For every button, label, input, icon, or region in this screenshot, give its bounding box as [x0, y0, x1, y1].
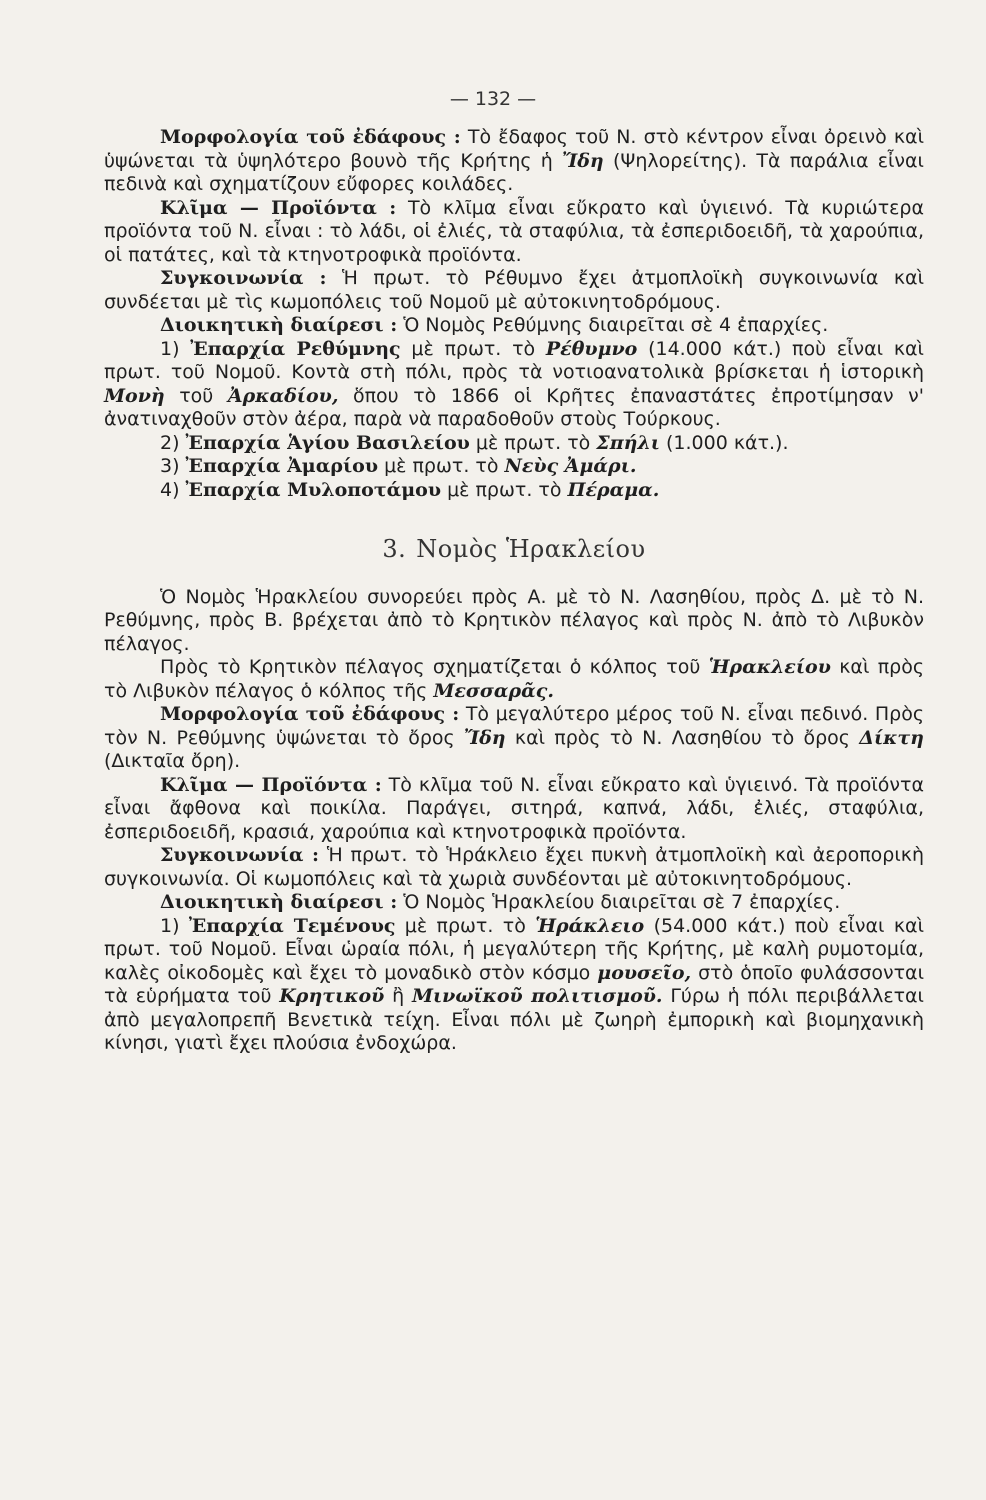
museum-word: μουσεῖο, [597, 961, 692, 984]
monastery-word: Μονὴ [104, 384, 165, 407]
paragraph-heading: Συγκοινωνία : [160, 267, 327, 289]
province-name: Ἐπαρχία Μυλοποτάμου [185, 478, 442, 501]
iraklio-intro-paragraph: Ὁ Νομὸς Ἡρακλείου συνορεύει πρὸς Α. μὲ τὸ Ν. Λασηθίου, πρὸς Δ. μὲ τὸ Ν. Ρεθύμνης, πρὸς Β. βρέχεται ἀπὸ τὸ Κρητικὸν πέλαγος καὶ πρὸς Ν. ἀπὸ τὸ Λιβυκὸν πέλαγος. [104, 585, 924, 655]
mountain-name: Ἴδη [463, 726, 506, 749]
section-title [104, 535, 924, 563]
rethymno-communication-paragraph: Συγκοινωνία : Ἡ πρωτ. τὸ Ρέθυμνο ἔχει ἀτμοπλοϊκὴ συγκοινωνία καὶ συνδέεται μὲ τὶς κωμοπόλεις τοῦ Νομοῦ μὲ αὐτοκινητοδρόμους. [104, 267, 924, 313]
rethymno-province-2: 2) Ἐπαρχία Ἁγίου Βασιλείου μὲ πρωτ. τὸ Σπήλι (1.000 κάτ.). [160, 431, 789, 454]
section-number: 3. [382, 535, 407, 563]
capital-name: Σπήλι [596, 431, 660, 454]
rethymno-province-4: 4) Ἐπαρχία Μυλοποτάμου μὲ πρωτ. τὸ Πέραμα. [160, 478, 660, 501]
rethymno-climate-paragraph: Κλῖμα — Προϊόντα : Τὸ κλῖμα εἶναι εὔκρατο καὶ ὑγιεινό. Τὰ κυριώτερα προϊόντα τοῦ Ν. εἶναι : τὸ λάδι, οἱ ἐλιές, τὰ σταφύλια, τὰ ἐσπεριδοειδῆ, τὰ χαρούπια, οἱ πατάτες, καὶ τὰ κτηνοτροφικὰ προϊόντα. [104, 196, 925, 266]
gulf-name: Μεσσαρᾶς. [433, 679, 554, 702]
page-number: — 132 — [449, 88, 537, 110]
rethymno-province-3: 3) Ἐπαρχία Ἀμαρίου μὲ πρωτ. τὸ Νεὺς Ἀμάρι. [160, 455, 637, 477]
rethymno-morphology-paragraph: Μορφολογία τοῦ ἐδάφους : Τὸ ἔδαφος τοῦ Ν. στὸ κέντρον εἶναι ὀρεινὸ καὶ ὑψώνεται τὰ ὑψηλότερο βουνὸ τῆς Κρήτης ἡ Ἴδη (Ψηλορείτης). Τὰ παράλια εἶναι πεδινὰ καὶ σχηματίζουν εὔφορες κοιλάδες. [104, 126, 925, 195]
capital-name: Νεὺς Ἀμάρι. [504, 455, 637, 477]
paragraph-heading: Διοικητικὴ διαίρεσι : [160, 891, 398, 913]
province-name: Ἐπαρχία Ἁγίου Βασιλείου [185, 431, 470, 454]
iraklio-morphology-paragraph: Μορφολογία τοῦ ἐδάφους : Τὸ μεγαλύτερο μέρος τοῦ Ν. εἶναι πεδινό. Πρὸς τὸν Ν. Ρεθύμνης ὑψώνεται τὸ ὄρος Ἴδη καὶ πρὸς τὸ Ν. Λασηθίου τὸ ὄρος Δίκτη (Δικταῖα ὄρη). [104, 703, 924, 772]
paragraph-heading: Κλῖμα — Προϊόντα : [160, 773, 382, 796]
province-name: Ἐπαρχία Ρεθύμνης [190, 337, 401, 360]
paragraph-heading: Κλῖμα — Προϊόντα : [160, 196, 397, 219]
civilization-name: Κρητικοῦ [279, 985, 385, 1007]
civilization-name: Μινωϊκοῦ πολιτισμοῦ. [411, 985, 663, 1007]
section-name: Νομὸς Ἡρακλείου [416, 535, 646, 563]
page-body [104, 126, 924, 1056]
iraklio-gulfs-paragraph: Πρὸς τὸ Κρητικὸν πέλαγος σχηματίζεται ὁ κόλπος τοῦ Ἡρακλείου καὶ πρὸς τὸ Λιβυκὸν πέλαγος ὁ κόλπος τῆς Μεσσαρᾶς. [104, 656, 924, 702]
iraklio-climate-paragraph: Κλῖμα — Προϊόντα : Τὸ κλῖμα τοῦ Ν. εἶναι εὔκρατο καὶ ὑγιεινό. Τὰ προϊόντα εἶναι ἄφθονα καὶ ποικίλα. Παράγει, σιτηρά, καπνά, λάδι, ἐλιές, σταφύλια, ἐσπεριδοειδῆ, κρασιά, χαρούπια καὶ κτηνοτροφικὰ προϊόντα. [104, 773, 925, 843]
monastery-name: Ἀρκαδίου, [227, 384, 339, 407]
mountain-name: Δίκτη [859, 726, 924, 749]
paragraph-heading: Συγκοινωνία : [160, 844, 319, 866]
mountain-name: Ἴδη [562, 149, 604, 172]
capital-name: Ἡράκλειο [535, 914, 645, 937]
iraklio-communication-paragraph: Συγκοινωνία : Ἡ πρωτ. τὸ Ἡράκλειο ἔχει πυκνὴ ἀτμοπλοϊκὴ καὶ ἀεροπορικὴ συγκοινωνία. Οἱ κωμοπόλεις καὶ τὰ χωριὰ συνδέονται μὲ αὐτοκινητοδρόμους. [104, 844, 924, 890]
capital-name: Ρέθυμνο [545, 337, 638, 360]
province-name: Ἐπαρχία Ἀμαρίου [185, 455, 379, 477]
paragraph-heading: Μορφολογία τοῦ ἐδάφους : [160, 703, 460, 725]
paragraph-heading: Μορφολογία τοῦ ἐδάφους : [160, 126, 461, 148]
paragraph-heading: Διοικητικὴ διαίρεσι : [160, 314, 398, 336]
iraklio-administration-paragraph: Διοικητικὴ διαίρεσι : Ὁ Νομὸς Ἡρακλείου διαιρεῖται σὲ 7 ἐπαρχίες. [160, 891, 841, 913]
province-name: Ἐπαρχία Τεμένους [188, 914, 396, 937]
capital-name: Πέραμα. [567, 478, 660, 501]
rethymno-province-1: 1) Ἐπαρχία Ρεθύμνης μὲ πρωτ. τὸ Ρέθυμνο (14.000 κάτ.) ποὺ εἶναι καὶ πρωτ. τοῦ Νομοῦ. Κοντὰ στὴ πόλι, πρὸς τὰ νοτιοανατολικὰ βρίσκεται ἡ ἱστορικὴ Μονὴ τοῦ Ἀρκαδίου, ὅπου τὸ 1866 οἱ Κρῆτες ἐπαναστάτες ἐπροτίμησαν ν' ἀνατιναχθοῦν στὸν ἀέρα, παρὰ νὰ παραδοθοῦν στοὺς Τούρκους. [104, 337, 924, 430]
gulf-name: Ἡρακλείου [708, 656, 831, 678]
iraklio-province-1: 1) Ἐπαρχία Τεμένους μὲ πρωτ. τὸ Ἡράκλειο (54.000 κάτ.) ποὺ εἶναι καὶ πρωτ. τοῦ Νομοῦ. Εἶναι ὡραία πόλι, ἡ μεγαλύτερη τῆς Κρήτης, μὲ καλὴ ρυμοτομία, καλὲς οἰκοδομὲς καὶ ἔχει τὸ μοναδικὸ στὸν κόσμο μουσεῖο, στὸ ὁποῖο φυλάσσονται τὰ εὑρήματα τοῦ Κρητικοῦ ἢ Μινωϊκοῦ πολιτισμοῦ. Γύρω ἡ πόλι περιβάλλεται ἀπὸ μεγαλοπρεπῆ Βενετικὰ τείχη. Εἶναι πόλι μὲ ζωηρὴ ἐμπορικὴ καὶ βιομηχανικὴ κίνησι, γιατὶ ἔχει πλούσια ἐνδοχώρα. [104, 914, 924, 1054]
rethymno-administration-paragraph: Διοικητικὴ διαίρεσι : Ὁ Νομὸς Ρεθύμνης διαιρεῖται σὲ 4 ἐπαρχίες. [160, 314, 829, 336]
